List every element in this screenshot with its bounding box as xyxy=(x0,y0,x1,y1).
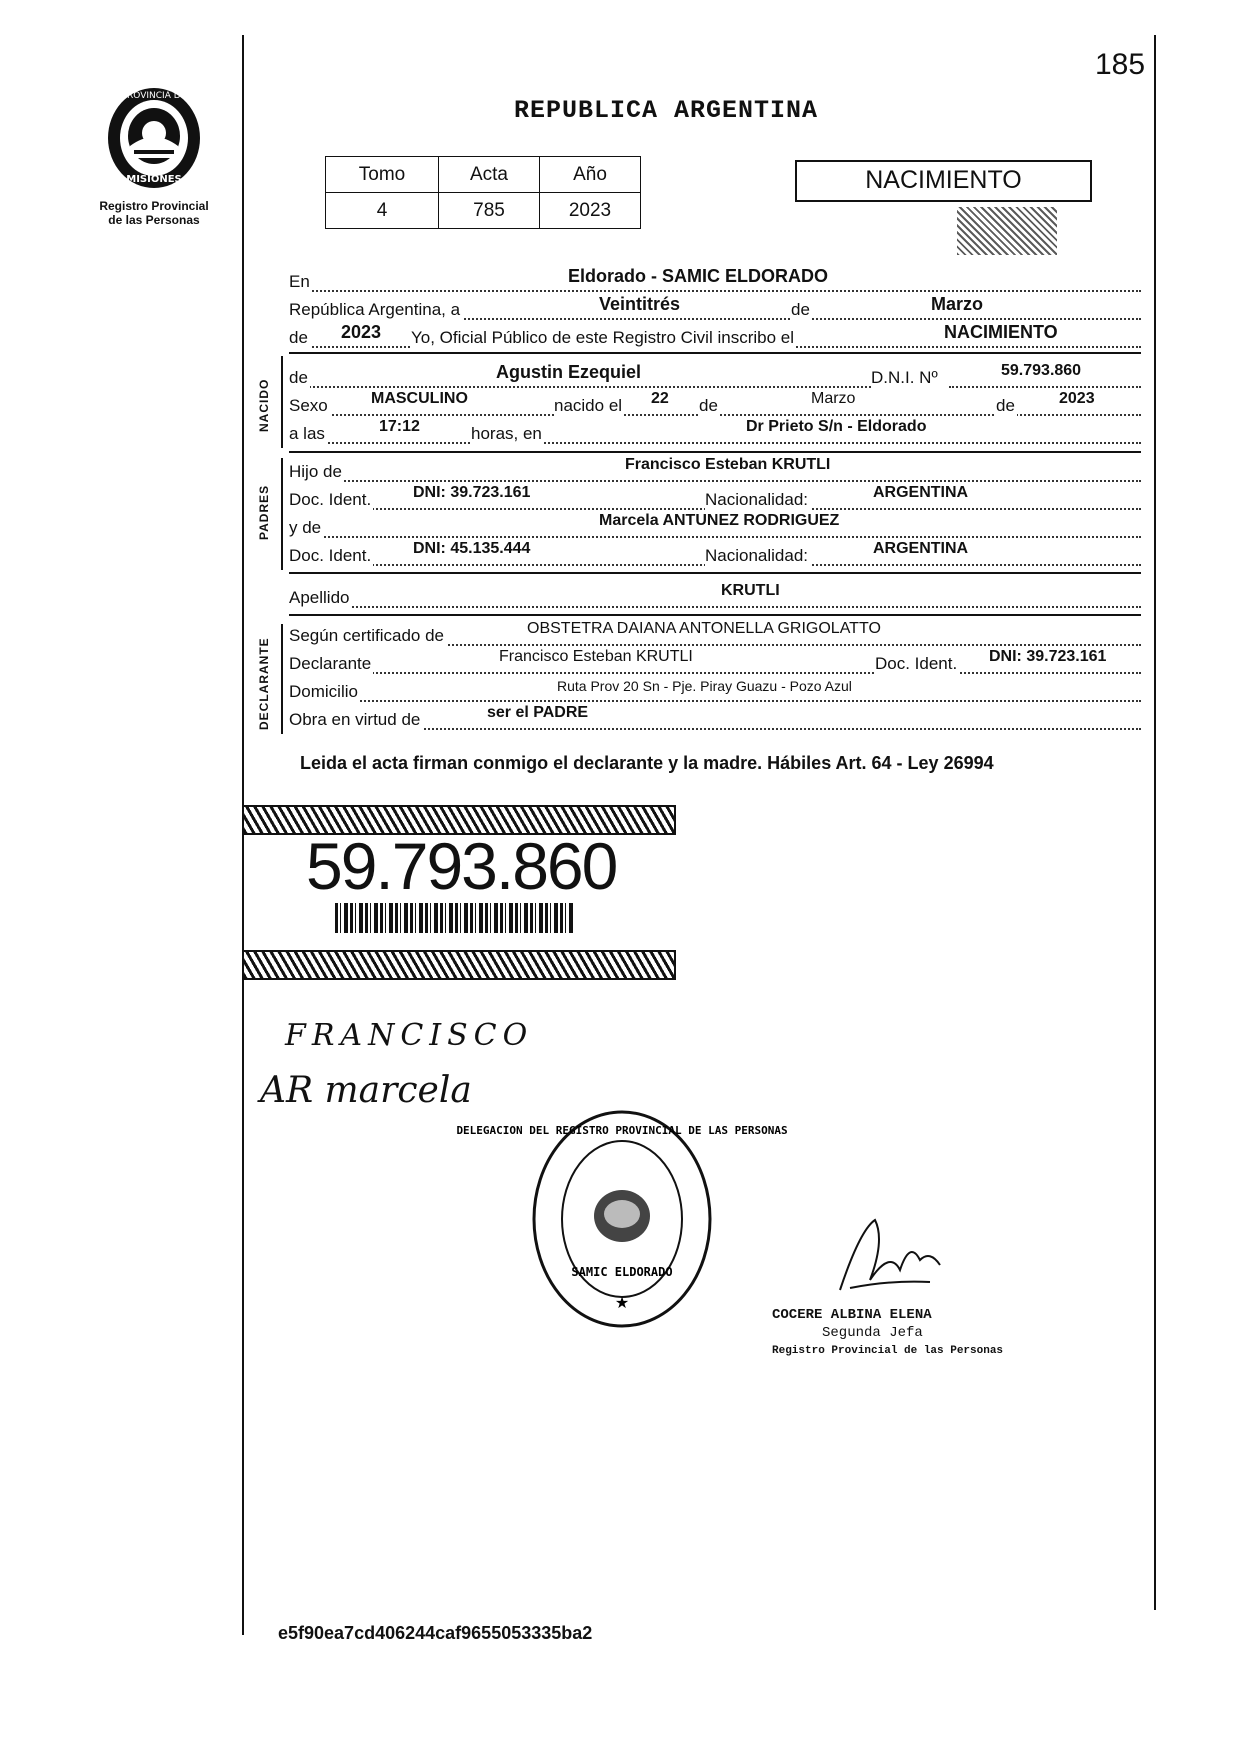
value-birth-year: 2023 xyxy=(1059,390,1095,407)
value-surname: KRUTLI xyxy=(721,582,780,599)
label-apellido: Apellido xyxy=(289,588,350,607)
official-stamp xyxy=(456,1108,788,1330)
registry-table xyxy=(325,156,641,229)
value-birth-day: 22 xyxy=(651,390,669,407)
label-inscribo: Yo, Oficial Público de este Registro Civil inscribo el xyxy=(411,328,794,347)
side-rule-declarante xyxy=(281,624,283,734)
value-sexo: MASCULINO xyxy=(371,390,468,407)
row-certificado xyxy=(289,622,1141,648)
row-name xyxy=(289,364,1141,390)
label-obra: Obra en virtud de xyxy=(289,710,421,729)
right-frame-line xyxy=(1154,35,1156,1610)
svg-text:SAMIC ELDORADO: SAMIC ELDORADO xyxy=(571,1265,673,1279)
label-doc1: Doc. Ident. xyxy=(289,490,372,509)
handwritten-line-2: AR marcela xyxy=(260,1070,472,1111)
page-number: 185 xyxy=(1095,48,1146,81)
handwritten-line-1: FRANCISCO xyxy=(285,1018,534,1053)
row-declarante xyxy=(289,650,1141,676)
value-birth-place: Dr Prieto S/n - Eldorado xyxy=(746,418,927,435)
value-month: Marzo xyxy=(931,294,984,314)
label-dni: D.N.I. Nº xyxy=(871,368,938,387)
svg-text:★: ★ xyxy=(614,1295,630,1312)
row-apellido xyxy=(289,584,1141,610)
value-father-dni: DNI: 39.723.161 xyxy=(413,484,531,501)
signatory-office: Registro Provincial de las Personas xyxy=(772,1345,1004,1357)
svg-text:MISIONES: MISIONES xyxy=(126,174,182,185)
registry-value-ano: 2023 xyxy=(540,193,641,229)
document-hash: e5f90ea7cd406244caf9655053335ba2 xyxy=(278,1623,593,1643)
label-nacido-el: nacido el xyxy=(554,396,623,415)
label-nacido-de: de xyxy=(699,396,718,415)
row-hijo xyxy=(289,458,1141,484)
value-place: Eldorado - SAMIC ELDORADO xyxy=(568,266,828,286)
logo-caption-line2: de las Personas xyxy=(108,213,200,227)
value-declarant-dni: DNI: 39.723.161 xyxy=(989,648,1107,665)
svg-text:DELEGACION DEL REGISTRO PROVIN: DELEGACION DEL REGISTRO PROVINCIAL DE LAS PERSONAS xyxy=(456,1124,788,1137)
value-relationship: ser el PADRE xyxy=(487,704,589,721)
value-father-name: Francisco Esteban KRUTLI xyxy=(625,456,831,473)
barcode-number: 59.793.860 xyxy=(306,829,617,903)
label-de-year: de xyxy=(289,328,308,347)
value-year: 2023 xyxy=(341,322,382,342)
row-yde xyxy=(289,514,1141,540)
label-nac2: Nacionalidad: xyxy=(705,546,809,565)
signatory-block xyxy=(772,1306,1003,1360)
value-act: NACIMIENTO xyxy=(944,322,1058,342)
value-address: Ruta Prov 20 Sn - Pje. Piray Guazu - Pozo Azul xyxy=(557,678,852,694)
row-alas xyxy=(289,420,1141,446)
barcode xyxy=(335,903,575,933)
row-doc2 xyxy=(289,542,1141,568)
registry-header-tomo: Tomo xyxy=(326,157,439,193)
security-band-bottom xyxy=(242,950,676,980)
label-de-month: de xyxy=(791,300,810,319)
label-name-de: de xyxy=(289,368,308,387)
row-year xyxy=(289,324,1141,350)
registry-value-acta: 785 xyxy=(439,193,540,229)
label-en: En xyxy=(289,272,310,291)
label-declarant-doc: Doc. Ident. xyxy=(875,654,958,673)
label-declarante: Declarante xyxy=(289,654,372,673)
label-nac1: Nacionalidad: xyxy=(705,490,809,509)
svg-text:PROVINCIA DE: PROVINCIA DE xyxy=(121,91,187,101)
registry-header-ano: Año xyxy=(540,157,641,193)
row-sexo xyxy=(289,392,1141,418)
value-father-nationality: ARGENTINA xyxy=(873,484,969,501)
side-label-padres: PADRES xyxy=(257,484,271,540)
side-label-declarante: DECLARANTE xyxy=(257,637,271,730)
value-mother-dni: DNI: 45.135.444 xyxy=(413,540,531,557)
label-certificado: Según certificado de xyxy=(289,626,444,645)
signatory-name: COCERE ALBINA ELENA xyxy=(772,1307,932,1323)
value-declarant-name: Francisco Esteban KRUTLI xyxy=(499,648,693,665)
value-child-name: Agustin Ezequiel xyxy=(496,362,642,382)
closing-note: Leida el acta firman conmigo el declarante y la madre. Hábiles Art. 64 - Ley 26994 xyxy=(300,753,994,773)
registry-header-acta: Acta xyxy=(439,157,540,193)
label-doc2: Doc. Ident. xyxy=(289,546,372,565)
registry-value-tomo: 4 xyxy=(326,193,439,229)
document-title: REPUBLICA ARGENTINA xyxy=(514,96,819,125)
act-type-box: NACIMIENTO xyxy=(795,160,1092,202)
left-frame-line xyxy=(242,35,244,1635)
row-en xyxy=(289,268,1141,294)
label-sexo: Sexo xyxy=(289,396,328,415)
value-day-words: Veintitrés xyxy=(599,294,681,314)
label-hijo-de: Hijo de xyxy=(289,462,342,481)
value-birth-month: Marzo xyxy=(811,390,856,407)
value-dni: 59.793.860 xyxy=(1001,362,1082,379)
section-rule-2 xyxy=(289,451,1141,453)
value-certifier: OBSTETRA DAIANA ANTONELLA GRIGOLATTO xyxy=(527,620,881,637)
security-hologram xyxy=(957,207,1057,255)
logo-caption-line1: Registro Provincial xyxy=(99,199,209,213)
row-domicilio xyxy=(289,678,1141,704)
label-y-de: y de xyxy=(289,518,322,537)
province-logo xyxy=(100,78,208,193)
label-nacido-de2: de xyxy=(996,396,1015,415)
logo-caption xyxy=(80,199,228,227)
value-mother-nationality: ARGENTINA xyxy=(873,540,969,557)
handwritten-signature xyxy=(830,1210,950,1310)
row-obra xyxy=(289,706,1141,732)
label-domicilio: Domicilio xyxy=(289,682,358,701)
side-rule-nacido xyxy=(281,356,283,448)
row-doc1 xyxy=(289,486,1141,512)
section-rule-4 xyxy=(289,614,1141,616)
section-rule-1 xyxy=(289,352,1141,354)
label-alas: a las xyxy=(289,424,325,443)
label-horas-en: horas, en xyxy=(471,424,542,443)
section-rule-3 xyxy=(289,572,1141,574)
label-republica: República Argentina, a xyxy=(289,300,461,319)
signatory-role: Segunda Jefa xyxy=(822,1325,923,1341)
value-birth-time: 17:12 xyxy=(379,418,420,435)
value-mother-name: Marcela ANTUNEZ RODRIGUEZ xyxy=(599,512,840,529)
side-label-nacido: NACIDO xyxy=(257,378,271,432)
side-rule-padres xyxy=(281,458,283,570)
row-republica xyxy=(289,296,1141,322)
